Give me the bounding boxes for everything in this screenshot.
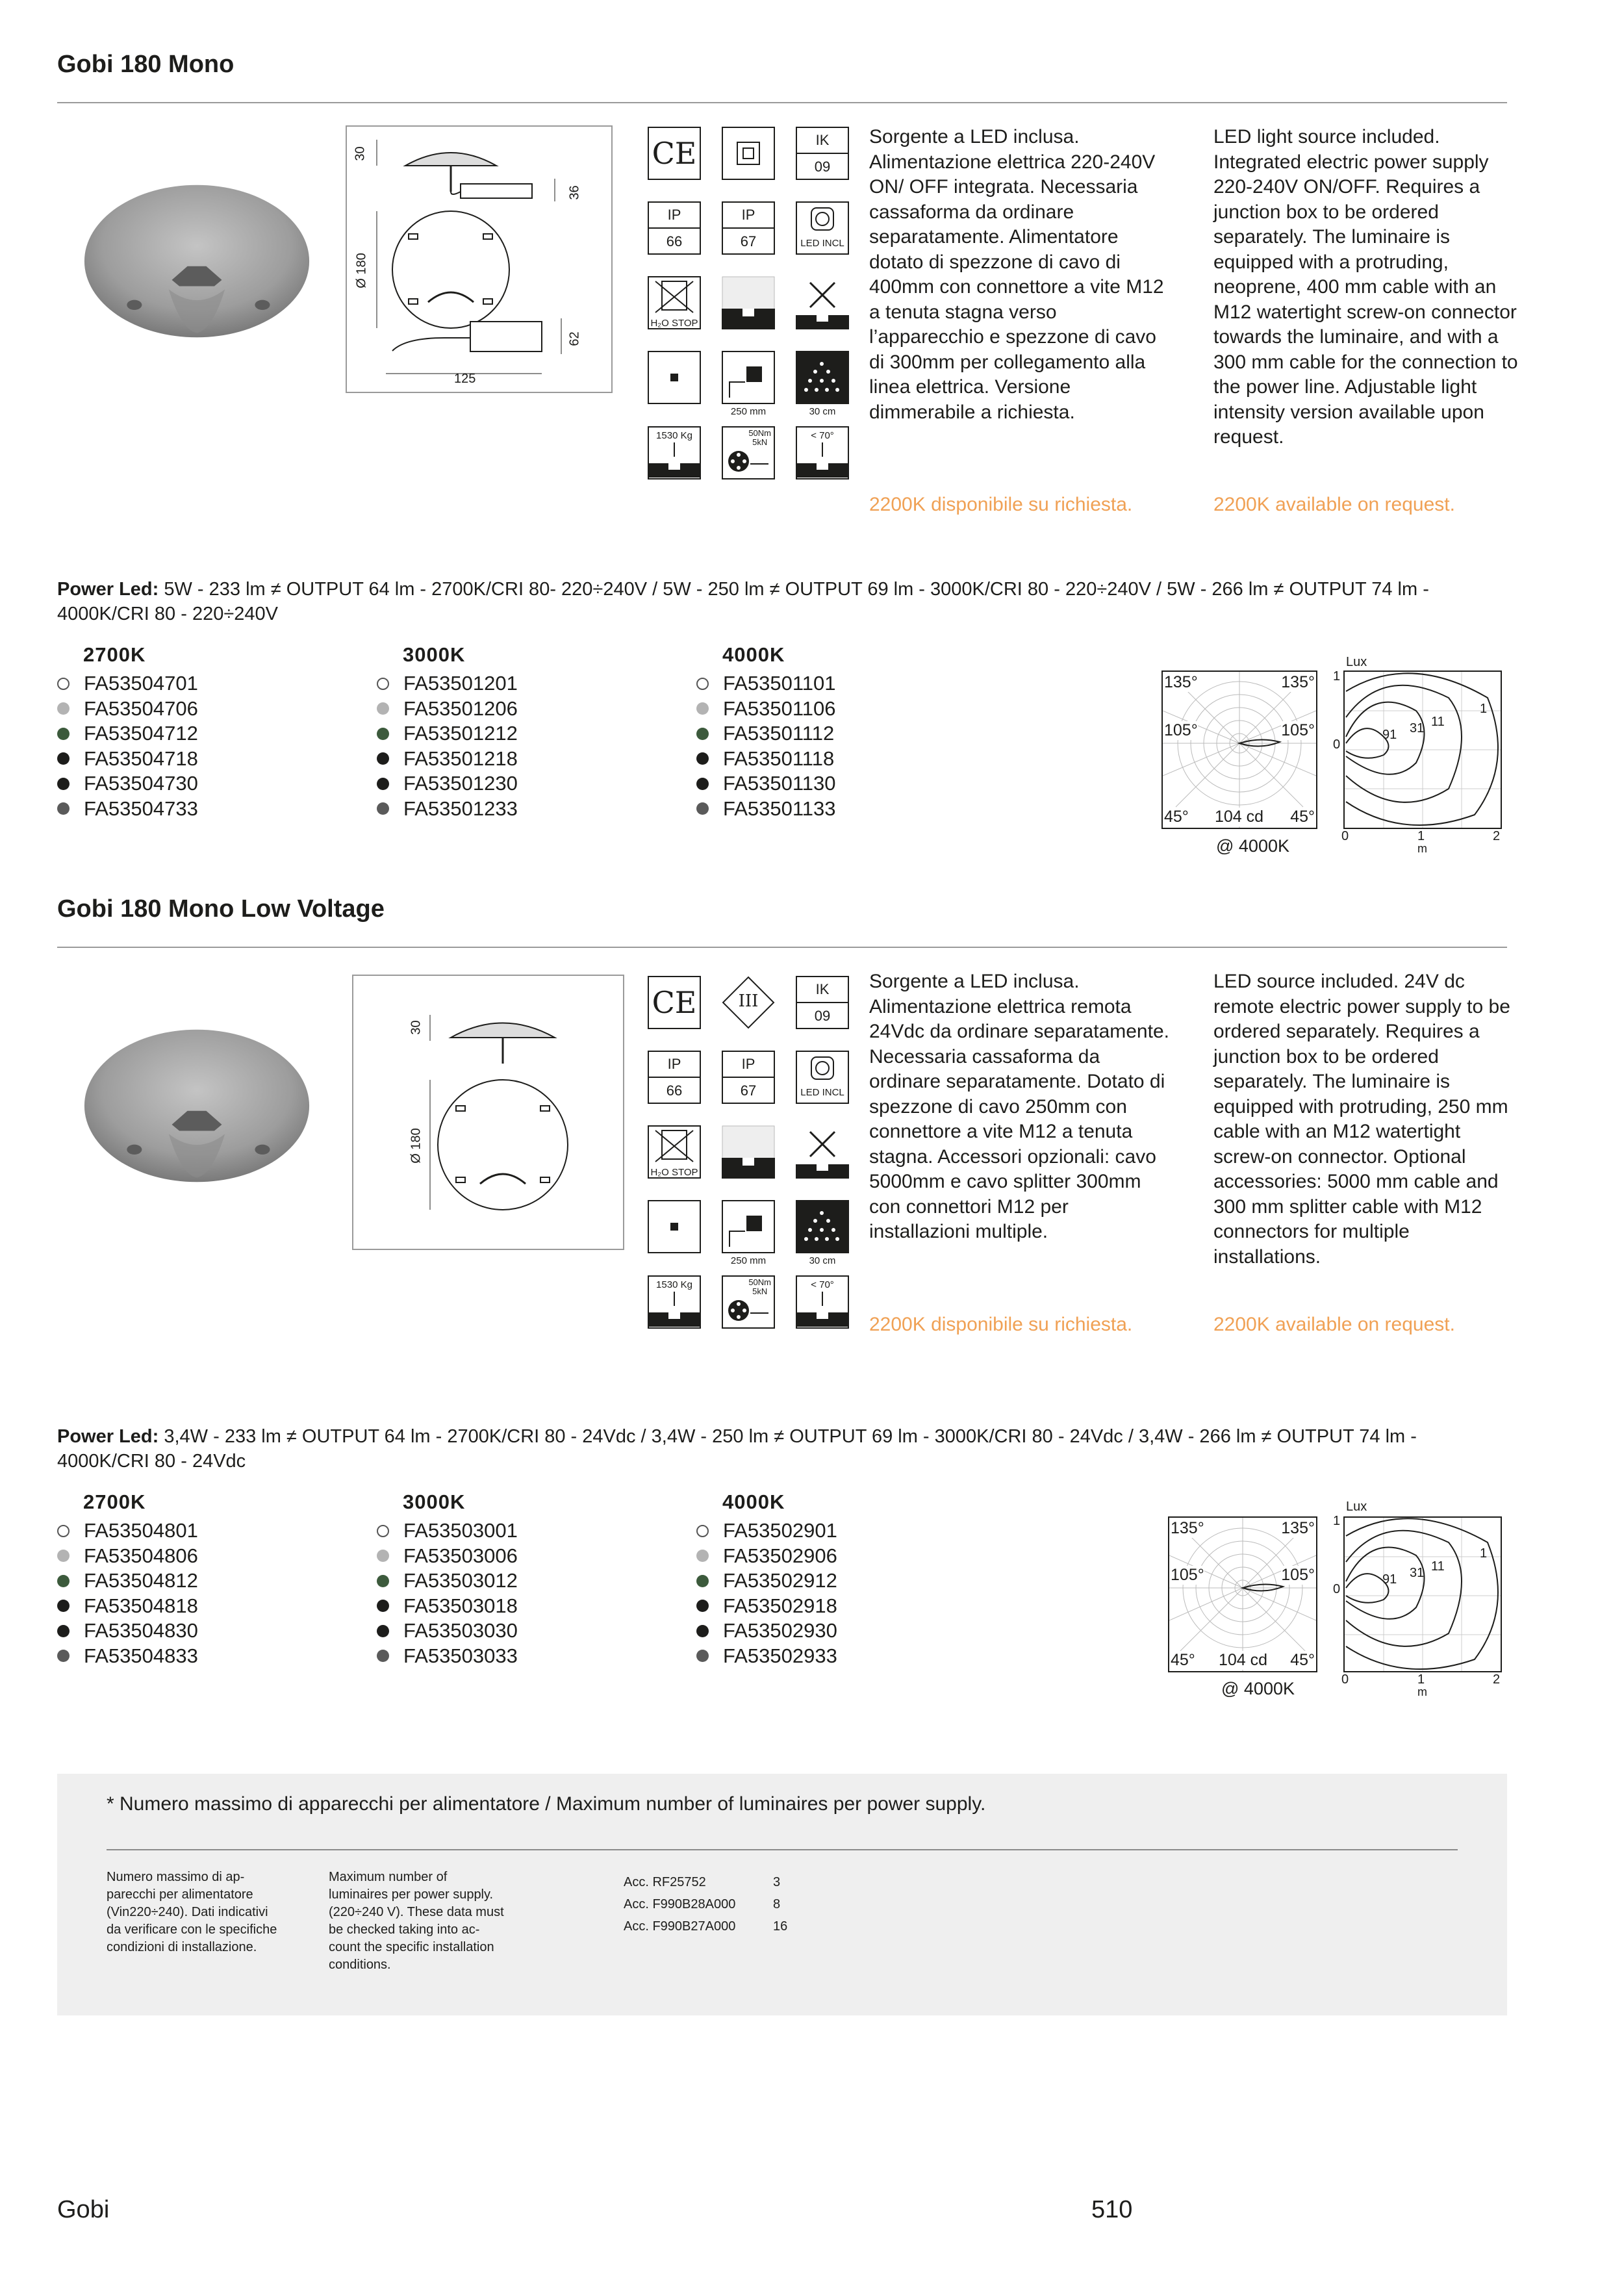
product-code-row: [57, 747, 198, 772]
led-included-icon: LED INCL: [796, 201, 849, 255]
product-code: FA53504818: [84, 1594, 198, 1617]
led-included-icon: LED INCL: [796, 1051, 849, 1104]
distance-250mm-label: 250 mm: [730, 406, 767, 417]
polar-label: 105°: [1281, 721, 1315, 739]
lux-value-1: 1: [1480, 702, 1488, 716]
section1-lux-diagram: [1343, 671, 1502, 829]
lux-x0: 0: [1341, 829, 1349, 843]
code-column: [696, 1490, 837, 1668]
product-code-row: [377, 771, 518, 797]
page-number: 510: [1091, 2196, 1133, 2223]
distance-250mm-icon: [722, 1200, 775, 1253]
polar-label: 45°: [1164, 808, 1189, 826]
footer-family-name: Gobi: [57, 2196, 110, 2223]
finish-color-dot: [57, 1525, 70, 1537]
ip66-icon: IP 66: [648, 1051, 701, 1104]
ip67-icon: IP 67: [722, 1051, 775, 1104]
product-code-row: [696, 771, 836, 797]
polar-label: 135°: [1281, 673, 1315, 691]
product-code: FA53504833: [84, 1644, 198, 1667]
section1-technical-drawing: [346, 125, 613, 393]
product-code: FA53503001: [403, 1519, 518, 1542]
finish-color-dot: [696, 752, 709, 765]
product-code: FA53501230: [403, 772, 518, 795]
code-column: [377, 643, 518, 821]
product-code: FA53503018: [403, 1594, 518, 1617]
finish-color-dot: [377, 778, 389, 790]
finish-color-dot: [377, 728, 389, 740]
section1-polar-caption: @ 4000K: [1216, 836, 1289, 856]
polar-label: 45°: [1171, 1651, 1195, 1669]
accessory-row: Acc. F990B27A000 16: [624, 1919, 788, 1934]
product-code-row: [696, 671, 836, 696]
lux-y1: 1: [1333, 1514, 1341, 1528]
product-code-row: [377, 1618, 518, 1644]
product-code: FA53503033: [403, 1644, 518, 1667]
finish-color-dot: [57, 752, 70, 765]
product-code-row: [57, 771, 198, 797]
lux-value-11: 11: [1431, 1559, 1445, 1574]
product-code-row: [57, 1644, 198, 1669]
section1-product-photo: [77, 180, 317, 342]
section2-description-en: LED source included. 24V dc remote electric power supply to be ordered separately. Requires a junction box to be ordered separately. The luminaire is equipped with protruding, 250 mm cable with an M12 watertight screw-on connector. Optional accessories: 5000 mm cable and 300 mm splitter cable with M12 connectors for multiple installations.: [1213, 971, 1510, 1268]
product-code: FA53502906: [723, 1544, 837, 1567]
lux-value-11: 11: [1431, 715, 1445, 729]
product-code: FA53503012: [403, 1569, 518, 1592]
accessory-table: [624, 1875, 787, 1941]
ip67-icon: IP 67: [722, 201, 775, 255]
section1-polar-diagram: [1161, 671, 1317, 829]
product-code: FA53502933: [723, 1644, 837, 1667]
column-header: 3000K: [403, 1490, 466, 1513]
finish-color-dot: [57, 728, 70, 740]
product-code-row: [57, 1568, 198, 1594]
column-header: 2700K: [83, 1490, 146, 1513]
product-code-row: [57, 721, 198, 747]
lux-value-91: 91: [1382, 728, 1397, 742]
section2-technical-drawing: [352, 975, 624, 1250]
finish-color-dot: [57, 778, 70, 790]
torque-icon: 50Nm 5kN: [722, 426, 775, 479]
polar-label: 135°: [1171, 1519, 1204, 1537]
product-code: FA53501101: [723, 672, 836, 695]
finish-color-dot: [696, 778, 709, 790]
code-column: [377, 1490, 518, 1668]
lux-x1: 1: [1417, 1672, 1425, 1687]
lux-value-91: 91: [1382, 1572, 1397, 1587]
product-code: FA53504812: [84, 1569, 198, 1592]
product-code-row: [696, 1644, 837, 1669]
spot-small-icon: [648, 351, 701, 404]
section1-description-en: LED light source included. Integrated electric power supply 220-240V ON/OFF. Requires a junction box to be ordered separately. The luminaire is equipped with a protruding, neoprene, 400 mm cable with an M12 watertight screw-on connector towards the luminaire, and with a 300 mm cable for the connection to the power line. Adjustable light intensity version available upon request.: [1213, 126, 1518, 448]
footnote-title: * Numero massimo di apparecchi per alimentatore / Maximum number of luminaires per power supply.: [107, 1793, 986, 1815]
no-cover-icon: [796, 1125, 849, 1179]
product-code: FA53501130: [723, 772, 836, 795]
lux-x0: 0: [1341, 1672, 1349, 1687]
lux-unit: m: [1417, 1685, 1427, 1698]
section2-power-led: Power Led: 3,4W - 233 lm ≠ OUTPUT 64 lm - 2700K/CRI 80 - 24Vdc / 3,4W - 250 lm ≠ OUTPUT 69 lm - 3000K/CRI 80 - 24Vdc / 3,4W - 266 lm ≠ OUTPUT 74 lm - 4000K/CRI 80 - 24Vdc: [57, 1426, 1417, 1472]
dim-125: 125: [454, 372, 476, 386]
polar-label: 135°: [1281, 1519, 1315, 1537]
h2o-stop-icon: H₂O STOP: [648, 276, 701, 329]
product-code-row: [377, 1568, 518, 1594]
product-code: FA53501233: [403, 797, 518, 820]
finish-color-dot: [377, 1650, 389, 1662]
product-code: FA53504801: [84, 1519, 198, 1542]
product-code-row: [696, 747, 836, 772]
product-code-row: [57, 1594, 198, 1619]
product-code-row: [696, 1518, 837, 1544]
section2-lux-diagram: [1343, 1516, 1502, 1672]
product-code: FA53503030: [403, 1619, 518, 1642]
finish-color-dot: [377, 752, 389, 765]
product-code: FA53504706: [84, 696, 198, 720]
product-code: FA53504712: [84, 722, 198, 745]
footnote-text-en: Maximum number of luminaires per power supply. (220÷240 V). These data must be checked taking into ac- count the specific installation conditions.: [329, 1870, 504, 1972]
product-code-row: [377, 1594, 518, 1619]
product-code: FA53501133: [723, 797, 836, 820]
polar-label: 135°: [1164, 673, 1198, 691]
section1-title: Gobi 180 Mono: [57, 51, 235, 78]
product-code-row: [377, 671, 518, 696]
dim-diameter: Ø 180: [409, 1128, 424, 1164]
distance-30cm-label: 30 cm: [809, 1255, 836, 1266]
product-code: FA53504701: [84, 672, 198, 695]
finish-color-dot: [696, 1550, 709, 1562]
accessory-row: Acc. RF25752 3: [624, 1875, 781, 1889]
light-spread-icon: [796, 351, 849, 404]
lux-x1: 1: [1417, 829, 1425, 843]
finish-color-dot: [696, 1575, 709, 1587]
product-code: FA53501118: [723, 747, 835, 770]
product-code: FA53503006: [403, 1544, 518, 1567]
product-code-row: [377, 747, 518, 772]
section1-description-it: Sorgente a LED inclusa. Alimentazione elettrica 220-240V ON/ OFF integrata. Necessaria cassaforma da ordinare separatamente. Alimentatore dotato di spezzone di cavo di 400mm con connettore a vite M12 a tenuta stagna verso l’apparecchio e spezzone di cavo di 300mm per collegamento alla linea elettrica. Versione dimmerabile a richiesta.: [869, 126, 1164, 423]
product-code: FA53502930: [723, 1619, 837, 1642]
product-code-row: [696, 1594, 837, 1619]
dim-diameter: Ø 180: [354, 253, 369, 288]
distance-30cm-label: 30 cm: [809, 406, 836, 417]
light-spread-icon: [796, 1200, 849, 1253]
accessory-row: Acc. F990B28A000 8: [624, 1897, 781, 1911]
product-code: FA53501218: [403, 747, 518, 770]
product-code-row: [57, 696, 198, 722]
ce-mark-icon: CE: [648, 976, 701, 1029]
finish-color-dot: [377, 1550, 389, 1562]
product-code: FA53502918: [723, 1594, 837, 1617]
no-cover-icon: [796, 276, 849, 329]
dim-36: 36: [567, 185, 582, 200]
finish-color-dot: [696, 728, 709, 740]
product-code-row: [696, 696, 836, 722]
section2-description-it: Sorgente a LED inclusa. Alimentazione elettrica remota 24Vdc da ordinare separatamente. Necessaria cassaforma da ordinare separatamente. Dotato di spezzone di cavo 250mm con connettore a vite M12 a tenuta stagna. Accessori opzionali: cavo 5000mm e cavo splitter 300mm con connettori M12 per installazioni multiple.: [869, 971, 1169, 1242]
class2-icon: [722, 127, 775, 180]
lux-value-1: 1: [1480, 1546, 1488, 1561]
lux-x2: 2: [1493, 1672, 1501, 1687]
section2-title: Gobi 180 Mono Low Voltage: [57, 895, 385, 923]
section1-note-it: 2200K disponibile su richiesta.: [869, 494, 1133, 515]
finish-color-dot: [696, 678, 709, 690]
polar-label: 105°: [1281, 1566, 1315, 1584]
product-code: FA53504718: [84, 747, 198, 770]
section1-note-en: 2200K available on request.: [1213, 494, 1455, 515]
polar-label: 105°: [1171, 1566, 1204, 1584]
column-header: 2700K: [83, 643, 146, 666]
load-1530kg-icon: 1530 Kg: [648, 426, 701, 479]
spot-small-icon: [648, 1200, 701, 1253]
recessed-icon: [722, 276, 775, 329]
footnote-text-it: Numero massimo di ap- parecchi per alimentatore (Vin220÷240). Dati indicativi da verificare con le specifiche condizioni di installazione.: [107, 1870, 277, 1954]
product-code-row: [57, 1618, 198, 1644]
ik-rating-icon: IK 09: [796, 976, 849, 1029]
section2-product-photo: [77, 1025, 317, 1187]
product-code: FA53501106: [723, 696, 836, 720]
polar-label: 45°: [1290, 808, 1315, 826]
lux-title: Lux: [1346, 1500, 1367, 1514]
section1-power-led: Power Led: 5W - 233 lm ≠ OUTPUT 64 lm - 2700K/CRI 80- 220÷240V / 5W - 250 lm ≠ OUTPUT 69 lm - 3000K/CRI 80 - 220÷240V / 5W - 266 lm ≠ OUTPUT 74 lm - 4000K/CRI 80 - 220÷240V: [57, 579, 1429, 624]
product-code-row: [57, 797, 198, 822]
finish-color-dot: [377, 702, 389, 715]
finish-color-dot: [57, 1625, 70, 1637]
product-code-row: [377, 1544, 518, 1569]
finish-color-dot: [696, 702, 709, 715]
finish-color-dot: [57, 1600, 70, 1612]
product-code: FA53501112: [723, 722, 835, 745]
dim-30: 30: [409, 1020, 424, 1035]
section1-divider: [57, 102, 1507, 103]
dim-30: 30: [353, 146, 368, 161]
product-code-row: [377, 721, 518, 747]
product-code-row: [57, 1544, 198, 1569]
angle-70-icon: < 70°: [796, 1275, 849, 1329]
product-code: FA53502912: [723, 1569, 837, 1592]
footnote-panel: [57, 1774, 1507, 2015]
distance-250mm-label: 250 mm: [730, 1255, 767, 1266]
ik-rating-icon: IK 09: [796, 127, 849, 180]
section2-polar-caption: @ 4000K: [1221, 1679, 1295, 1698]
load-1530kg-icon: 1530 Kg: [648, 1275, 701, 1329]
product-code: FA53504730: [84, 772, 198, 795]
section2-note-it: 2200K disponibile su richiesta.: [869, 1314, 1133, 1335]
lux-title: Lux: [1346, 655, 1367, 669]
class3-icon: III: [722, 976, 775, 1029]
finish-color-dot: [377, 1625, 389, 1637]
product-code: FA53504806: [84, 1544, 198, 1567]
product-code-row: [377, 1518, 518, 1544]
code-column: [696, 643, 836, 821]
ce-mark-icon: CE: [648, 127, 701, 180]
angle-70-icon: < 70°: [796, 426, 849, 479]
lux-unit: m: [1417, 842, 1427, 855]
torque-icon: 50Nm 5kN: [722, 1275, 775, 1329]
product-code: FA53504830: [84, 1619, 198, 1642]
product-code-row: [377, 797, 518, 822]
code-column: [57, 1490, 198, 1668]
code-column: [57, 643, 198, 821]
polar-cd-label: 104 cd: [1219, 1651, 1268, 1669]
product-code-row: [57, 671, 198, 696]
finish-color-dot: [57, 678, 70, 690]
finish-color-dot: [377, 802, 389, 815]
column-header: 3000K: [403, 643, 466, 666]
product-code: FA53501206: [403, 696, 518, 720]
finish-color-dot: [696, 1625, 709, 1637]
lux-y1: 1: [1333, 669, 1341, 683]
product-code-row: [696, 1544, 837, 1569]
h2o-stop-icon: H₂O STOP: [648, 1125, 701, 1179]
product-code-row: [377, 1644, 518, 1669]
polar-cd-label: 104 cd: [1215, 808, 1264, 826]
finish-color-dot: [696, 802, 709, 815]
lux-value-31: 31: [1410, 1566, 1425, 1580]
column-header: 4000K: [722, 1490, 785, 1513]
product-code-row: [377, 696, 518, 722]
finish-color-dot: [696, 1650, 709, 1662]
finish-color-dot: [57, 1550, 70, 1562]
finish-color-dot: [377, 1600, 389, 1612]
finish-color-dot: [377, 678, 389, 690]
product-code-row: [696, 1618, 837, 1644]
finish-color-dot: [57, 802, 70, 815]
product-code: FA53501212: [403, 722, 518, 745]
finish-color-dot: [696, 1600, 709, 1612]
product-code-row: [696, 721, 836, 747]
section2-polar-diagram: [1168, 1516, 1317, 1672]
finish-color-dot: [57, 1575, 70, 1587]
finish-color-dot: [377, 1575, 389, 1587]
finish-color-dot: [57, 702, 70, 715]
lux-value-31: 31: [1410, 721, 1425, 735]
column-header: 4000K: [722, 643, 785, 666]
section2-note-en: 2200K available on request.: [1213, 1314, 1455, 1335]
finish-color-dot: [696, 1525, 709, 1537]
product-code: FA53504733: [84, 797, 198, 820]
product-code: FA53502901: [723, 1519, 837, 1542]
product-code-row: [57, 1518, 198, 1544]
product-code-row: [696, 797, 836, 822]
section2-divider: [57, 947, 1507, 948]
lux-y0: 0: [1333, 1582, 1341, 1596]
lux-x2: 2: [1493, 829, 1501, 843]
finish-color-dot: [377, 1525, 389, 1537]
finish-color-dot: [57, 1650, 70, 1662]
footnote-divider: [107, 1849, 1458, 1850]
product-code: FA53501201: [403, 672, 518, 695]
product-code-row: [696, 1568, 837, 1594]
polar-label: 45°: [1290, 1651, 1315, 1669]
polar-label: 105°: [1164, 721, 1198, 739]
lux-y0: 0: [1333, 737, 1341, 752]
recessed-icon: [722, 1125, 775, 1179]
dim-62: 62: [567, 331, 582, 346]
ip66-icon: IP 66: [648, 201, 701, 255]
distance-250mm-icon: [722, 351, 775, 404]
